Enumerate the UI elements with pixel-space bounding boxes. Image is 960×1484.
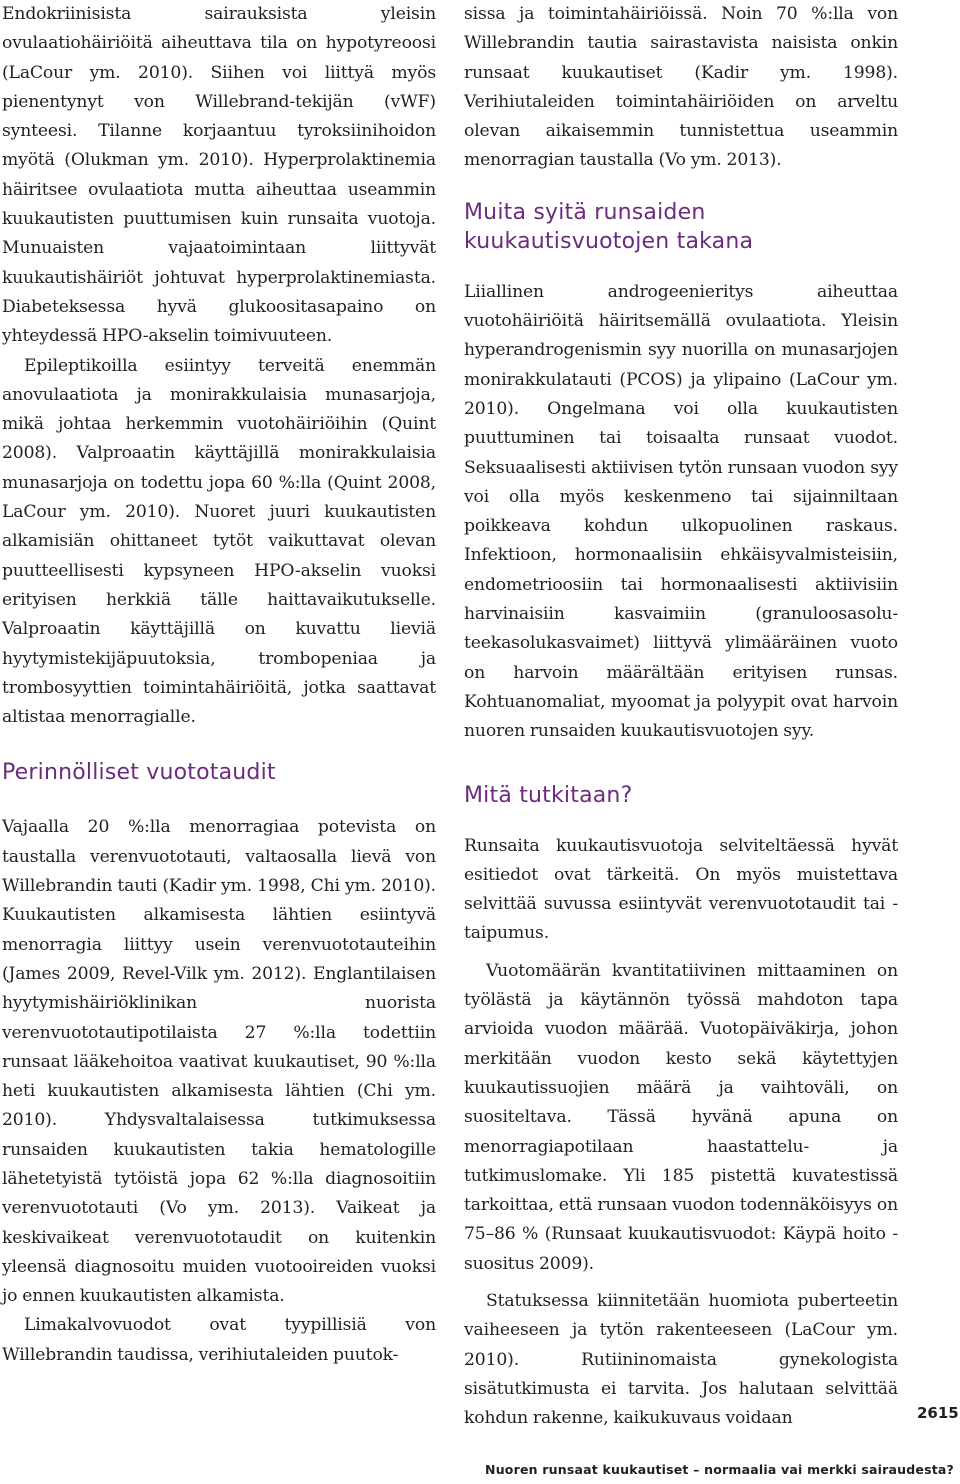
paragraph-mucosal-bleeding: Limakalvovuodot ovat tyypillisiä von Willebrandin taudissa, verihiutaleiden puutok- (2, 1315, 436, 1365)
heading-what-to-examine: Mitä tutkitaan? (464, 782, 633, 808)
running-footer-title: Nuoren runsaat kuukautiset – normaalia vai merkki sairaudesta? (485, 1462, 954, 1477)
paragraph-endocrine: Endokriinisista sairauksista yleisin ovulaatiohäiriöitä aiheuttava tila on hypotyreoosi (LaCour ym. 2010). Siihen voi liittyä myös pienentynyt von Willebrand-tekijän (vWF) synteesi. Tilanne korjaantuu tyroksiinihoidon myötä (Olukman ym. 2010). Hyperprolaktinemia häiritsee ovulaatiota mutta aiheuttaa useammin kuukautisten puuttumisen kuin runsaita vuotoja. Munuaisten vajaatoimintaan liittyvät kuukautishäiriöt johtuvat hyperprolaktinemiasta. Diabeteksessa hyvä glukoositasapaino on yhteydessä HPO-akselin toimivuuteen. (2, 4, 436, 347)
paragraph-epilepsy: Epileptikoilla esiintyy terveitä enemmän anovulaatiota ja monirakkulaisia munasarjoja, mikä johtaa herkemmin vuotohäiriöihin (Quint 2008). Valproaatin käyttäjillä monirakkulaisia munasarjoja on todettu jopa 60 %:lla (Quint 2008, LaCour ym. 2010). Nuoret juuri kuukautisten alkamisiän ohittaneet tytöt vaikuttavat olevan puutteellisesti kypsyneen HPO-akselin vuoksi erityisen herkkiä tälle haittavaikutukselle. Valproaatin käyttäjillä on kuvattu lieviä hyytymistekijäpuutoksia, trombopeniaa ja trombosyyttien toimintahäiriöitä, jotka saattavat altistaa menorragialle. (2, 355, 436, 728)
paragraph-status: Statuksessa kiinnitetään huomiota puberteetin vaiheeseen ja tytön rakenteeseen (LaCour ym. 2010). Rutiininomaista gynekologista sisätutkimusta ei tarvita. Jos halutaan selvittää kohdun rakenne, kaikukuvaus voidaan (464, 1290, 898, 1429)
heading-other-causes: Muita syitä runsaiden kuukautisvuotojen takana (464, 199, 754, 254)
heading-hereditary-bleeding: Perinnölliset vuototaudit (2, 760, 276, 786)
left-column (2, 0, 436, 1370)
paragraph-quantification: Vuotomäärän kvantitatiivinen mittaaminen on työlästä ja käytännön työssä mahdoton tapa arvioida vuodon määrää. Vuotopäiväkirja, johon merkitään vuodon kesto sekä käytettyjen kuukautissuojien määrä ja vaihtoväli, on suositeltava. Tässä hyvänä apuna on menorragiapotilaan haastattelu- ja tutkimuslomake. Yli 185 pistettä kuvatestissä tarkoittaa, että runsaan vuodon todennäköisyys on 75–86 % (Runsaat kuukautisvuodot: Käypä hoito -suositus 2009). (464, 960, 898, 1274)
page-number: 2615 (917, 1404, 959, 1422)
paragraph-hereditary: Vajaalla 20 %:lla menorragiaa potevista on taustalla verenvuototauti, valtaosalla lievä von Willebrandin tauti (Kadir ym. 1998, Chi ym. 2010). Kuukautisten alkamisesta lähtien esiintyvä menorragia liittyy usein verenvuototauteihin (James 2009, Revel-Vilk ym. 2012). Englantilaisen hyytymishäiriöklinikan nuorista verenvuototautipotilaista 27 %:lla todettiin runsaat lääkehoitoa vaativat kuukautiset, 90 %:lla heti kuukautisten alkamisesta lähtien (Chi ym. 2010). Yhdysvaltalaisessa tutkimuksessa runsaiden kuukautisten takia hematologille lähetetyistä tytöistä jopa 62 %:lla diagnosoitiin verenvuototauti (Vo ym. 2013). Vaikeat ja keskivaikeat verenvuototaudit on kuitenkin yleensä diagnosoitu muiden vuotooireiden vuoksi jo ennen kuukautisten alkamista. (2, 817, 436, 1307)
paragraph-history: Runsaita kuukautisvuotoja selviteltäessä hyvät esitiedot ovat tärkeitä. On myös muistettava selvittää suvussa esiintyvät verenvuototaudit tai -taipumus. (464, 835, 898, 944)
paragraph-platelet: sissa ja toimintahäiriöissä. Noin 70 %:lla von Willebrandin tautia sairastavista naisista onkin runsaat kuukautiset (Kadir ym. 1998). Verihiutaleiden toimintahäiriöiden on arveltu olevan aikaisemmin tunnistettua useammin menorragian taustalla (Vo ym. 2013). (464, 4, 898, 171)
right-column (464, 0, 898, 1433)
paragraph-androgen: Liiallinen androgeenieritys aiheuttaa vuotohäiriöitä häiritsemällä ovulaatiota. Yleisin hyperandrogenismin syy nuorilla on munasarjojen monirakkulatauti (PCOS) ja ylipaino (LaCour ym. 2010). Ongelmana voi olla kuukautisten puuttuminen tai toisaalta runsaat vuodot. Seksuaalisesti aktiivisen tytön runsaan vuodon syy voi olla myös keskenmeno tai sijainniltaan poikkeava kohdun ulkopuolinen raskaus. Infektioon, hormonaalisiin ehkäisyvalmisteisiin, endometrioosiin tai hormonaalisesti aktiivisiin harvinaisiin kasvaimiin (granuloosasolu-teekasolukasvaimet) liittyvä ylimääräinen vuoto on harvoin määrältään erityisen runsas. Kohtuanomaliat, myoomat ja polyypit ovat harvoin nuoren runsaiden kuukautisvuotojen syy. (464, 281, 898, 742)
